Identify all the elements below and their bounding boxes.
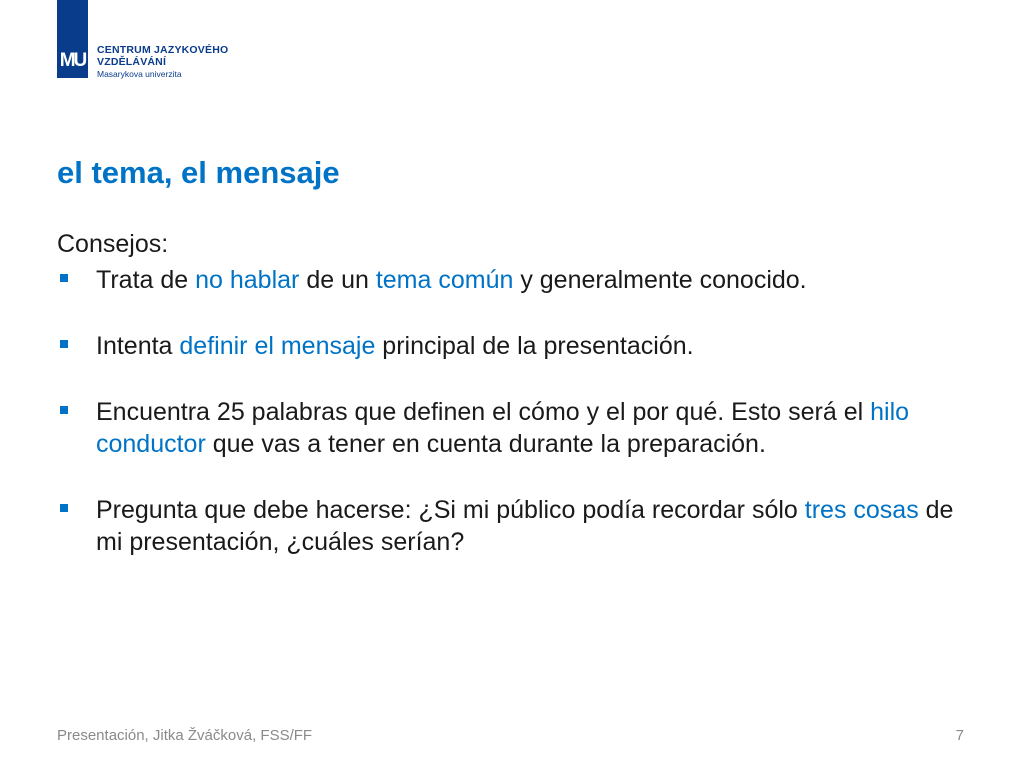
highlighted-text: hilo conductor — [96, 398, 910, 458]
square-bullet-icon — [60, 504, 68, 512]
slide-title: el tema, el mensaje — [57, 155, 340, 190]
bullet-text: de mi presentación, ¿cuáles serían? — [96, 496, 954, 556]
logo-line-1: CENTRUM JAZYKOVÉHO — [97, 44, 229, 56]
highlighted-text: tres cosas — [804, 496, 919, 524]
bullet-list — [57, 264, 967, 558]
bullet-text: que vas a tener en cuenta durante la preparación. — [205, 430, 766, 458]
bullet-item — [57, 494, 967, 558]
bullet-item — [57, 396, 967, 460]
bullet-text: Intenta — [96, 332, 180, 360]
square-bullet-icon — [60, 274, 68, 282]
bullet-text: de un — [299, 266, 376, 294]
bullet-text: Encuentra 25 palabras que definen el cómo y el por qué. Esto será el — [96, 398, 871, 426]
highlighted-text: no hablar — [195, 266, 300, 294]
bullet-text: principal de la presentación. — [375, 332, 694, 360]
bullet-text: Pregunta que debe hacerse: ¿Si mi público podía recordar sólo — [96, 496, 805, 524]
logo-line-3: Masarykova univerzita — [97, 69, 182, 79]
logo-text — [97, 44, 228, 80]
muni-logo: MU — [59, 50, 86, 71]
logo-line-2: VZDĚLÁVÁNÍ — [97, 56, 167, 68]
highlighted-text: definir el mensaje — [179, 332, 376, 360]
highlighted-text: tema común — [375, 266, 514, 294]
bullet-item — [57, 330, 967, 362]
bullet-item — [57, 264, 967, 296]
footer-text: Presentación, Jitka Žváčková, FSS/FF — [57, 727, 313, 744]
square-bullet-icon — [60, 406, 68, 414]
logo-bar — [57, 0, 88, 78]
bullet-text: y generalmente conocido. — [513, 266, 807, 294]
square-bullet-icon — [60, 340, 68, 348]
slide-content — [57, 228, 967, 592]
bullet-text: Trata de — [96, 266, 196, 294]
intro-text: Consejos: — [57, 230, 169, 258]
page-number: 7 — [955, 727, 964, 744]
